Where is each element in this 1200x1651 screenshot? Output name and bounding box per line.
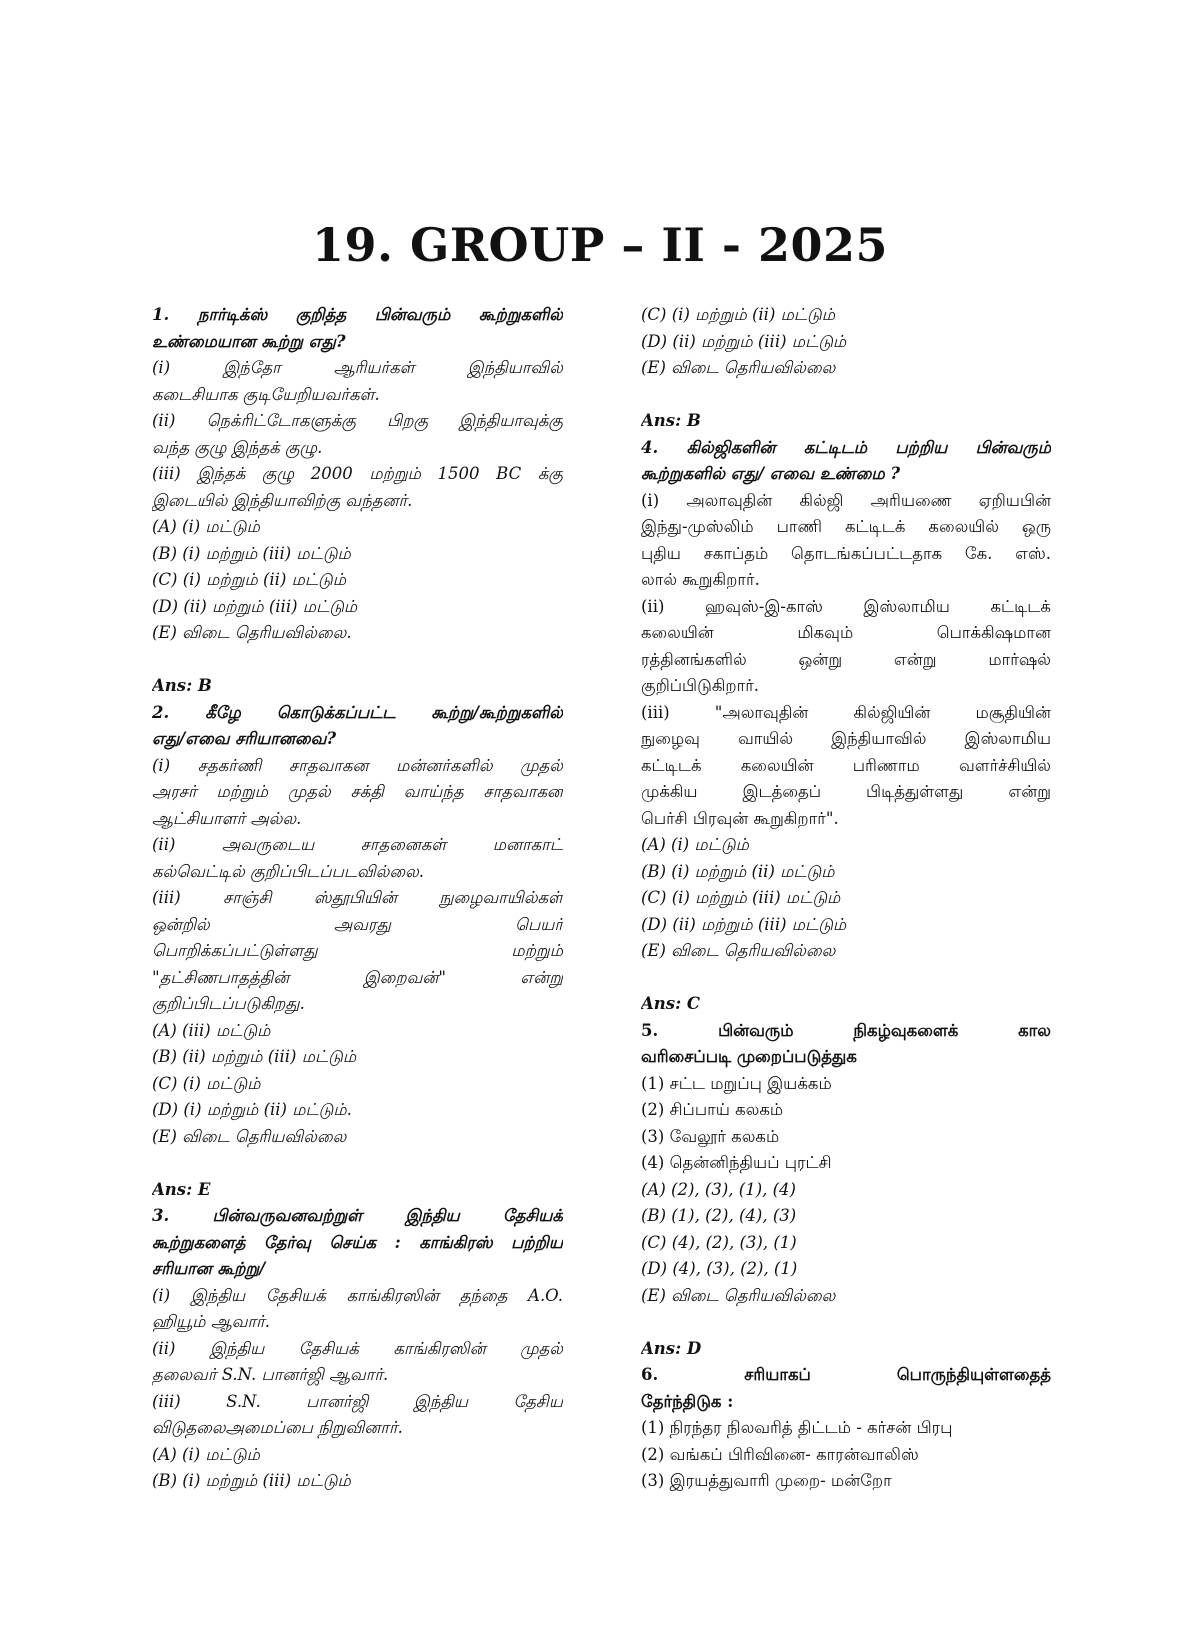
page-title: 19. GROUP – II - 2025 [311,218,889,272]
text-line: (2) சிப்பாய் கலகம் [641,1100,784,1119]
text-line: (E) விடை தெரியவில்லை. [152,623,352,642]
text-line: விடுதலைஅமைப்பை நிறுவினார். [152,1418,403,1437]
line-spacer [641,1309,1051,1336]
text-line: ஆட்சியாளர் அல்ல. [152,808,302,828]
text-line: (D) (ii) மற்றும் (iii) மட்டும் [641,914,847,934]
text-line: (D) (4), (3), (2), (1) [641,1259,798,1278]
text-line: (B) (1), (2), (4), (3) [641,1206,797,1225]
text-line: (C) (i) மற்றும் (iii) மட்டும் [641,888,841,907]
text-line: இடையில் இந்தியாவிற்கு வந்தனர். [152,490,413,510]
text-line: (ii) ஹவுஸ்-இ-காஸ் இஸ்லாமிய கட்டிடக் [641,596,1051,616]
text-line: (i) இந்திய தேசியக் காங்கிரஸின் தந்தை A.O. [152,1285,563,1305]
text-line: (E) விடை தெரியவில்லை [641,358,836,377]
text-line: (1) நிரந்தர நிலவரித் திட்டம் - கர்சன் பிரபு [641,1418,953,1437]
text-line: (iii) இந்தக் குழு 2000 மற்றும் 1500 BC க்கு [152,464,563,483]
text-line: தலைவர் S.N. பானர்ஜி ஆவார். [152,1365,389,1384]
text-line: கல்வெட்டில் குறிப்பிடப்படவில்லை. [152,861,425,881]
text-line: நுழைவு வாயில் இந்தியாவில் இஸ்லாமிய [641,729,1051,748]
text-line: வந்த குழு இந்தக் குழு. [152,437,323,457]
left-column [152,302,563,1495]
text-line: அரசர் மற்றும் முதல் சக்தி வாய்ந்த சாதவாகன [152,782,563,801]
answer-line: Ans: B [641,411,701,430]
text-line: (A) (i) மட்டும் [641,835,749,854]
line-spacer [152,1150,563,1177]
text-line: 4. கில்ஜிகளின் கட்டிடம் பற்றிய பின்வரும் [641,437,1051,457]
text-line: (D) (ii) மற்றும் (iii) மட்டும் [641,331,847,351]
text-line: எது/எவை சரியானவை? [152,729,337,748]
text-line: 2. கீழே கொடுக்கப்பட்ட கூற்று/கூற்றுகளில் [152,702,563,722]
text-line: முக்கிய இடத்தைப் பிடித்துள்ளது என்று [641,782,1051,801]
line-spacer [641,382,1051,409]
text-line: (4) தென்னிந்தியப் புரட்சி [641,1153,832,1172]
text-line: லால் கூறுகிறார். [641,570,760,589]
text-line: கூற்றுகளைத் தேர்வு செய்க : காங்கிரஸ் பற்றிய [152,1232,563,1252]
line-spacer [152,647,563,674]
text-line: (ii) அவருடைய சாதனைகள் மனாகாட் [152,835,563,854]
text-line: (3) இரயத்துவாரி முறை- மன்றோ [641,1471,892,1490]
text-line: (D) (ii) மற்றும் (iii) மட்டும் [152,596,358,616]
answer-line: Ans: E [152,1179,211,1199]
text-line: (ii) இந்திய தேசியக் காங்கிரஸின் முதல் [152,1338,563,1358]
text-line: (E) விடை தெரியவில்லை [641,1285,836,1305]
text-line: (i) சதகர்ணி சாதவாகன மன்னர்களில் முதல் [152,755,563,775]
text-line: தேர்ந்திடுக : [641,1391,734,1411]
text-line: ஹியூம் ஆவார். [152,1312,270,1331]
text-line: 5. பின்வரும் நிகழ்வுகளைக் கால [641,1020,1051,1040]
text-line: புதிய சகாப்தம் தொடங்கப்பட்டதாக கே. எஸ். [641,543,1051,563]
text-line: (2) வங்கப் பிரிவினை- காரன்வாலிஸ் [641,1444,919,1464]
text-line: (i) இந்தோ ஆரியர்கள் இந்தியாவில் [152,358,563,377]
text-line: (A) (i) மட்டும் [152,1444,260,1464]
answer-line: Ans: D [641,1338,702,1358]
text-line: (E) விடை தெரியவில்லை [641,941,836,960]
text-line: (3) வேலூர் கலகம் [641,1126,780,1146]
text-line: ஒன்றில் அவரது பெயர் [152,914,563,934]
text-line: கட்டிடக் கலையின் பரிணாம வளர்ச்சியில் [641,755,1051,775]
text-line: வரிசைப்படி முறைப்படுத்துக [641,1047,857,1066]
line-spacer [641,965,1051,992]
text-line: (C) (4), (2), (3), (1) [641,1232,797,1252]
text-line: சரியான கூற்று/ [152,1259,266,1278]
text-line: (ii) நெக்ரிட்டோகளுக்கு பிறகு இந்தியாவுக்கு [152,411,563,430]
text-line: பொறிக்கப்பட்டுள்ளது மற்றும் [152,941,563,960]
answer-line: Ans: C [641,994,701,1013]
text-line: கூற்றுகளில் எது/ எவை உண்மை ? [641,464,901,483]
text-line: (B) (i) மற்றும் (ii) மட்டும் [641,861,835,881]
text-line: (B) (i) மற்றும் (iii) மட்டும் [152,1471,351,1490]
text-line: குறிப்பிடப்படுகிறது. [152,994,305,1013]
text-line: (B) (ii) மற்றும் (iii) மட்டும் [152,1047,357,1066]
text-line: (iii) "அலாவுதின் கில்ஜியின் மசூதியின் [641,702,1051,722]
text-line: 1. நார்டிக்ஸ் குறித்த பின்வரும் கூற்றுகளில் [152,305,563,324]
text-line: (i) அலாவுதின் கில்ஜி அரியணை ஏறியபின் [641,490,1051,510]
text-line: கடைசியாக குடியேறியவர்கள். [152,384,380,404]
text-line: (C) (i) மற்றும் (ii) மட்டும் [641,305,836,324]
text-line: கலையின் மிகவும் பொக்கிஷமான [641,623,1051,642]
answer-line: Ans: B [152,676,212,695]
text-line: (A) (iii) மட்டும் [152,1020,271,1040]
text-line: ரத்தினங்களில் ஒன்று என்று மார்ஷல் [641,649,1051,669]
text-line: உண்மையான கூற்று எது? [152,331,346,351]
right-column [641,302,1051,1495]
text-line: (C) (i) மட்டும் [152,1073,261,1093]
text-line: (E) விடை தெரியவில்லை [152,1126,347,1146]
text-line: (D) (i) மற்றும் (ii) மட்டும். [152,1100,352,1119]
text-line: "தட்சிணபாதத்தின் இறைவன்" என்று [152,967,563,987]
text-line: 6. சரியாகப் பொருந்தியுள்ளதைத் [641,1365,1051,1384]
text-line: 3. பின்வருவனவற்றுள் இந்திய தேசியக் [152,1206,563,1225]
text-line: இந்து-முஸ்லிம் பாணி கட்டிடக் கலையில் ஒரு [641,517,1051,536]
text-line: (B) (i) மற்றும் (iii) மட்டும் [152,543,351,563]
text-line: (A) (i) மட்டும் [152,517,260,536]
text-line: (iii) S.N. பானர்ஜி இந்திய தேசிய [152,1391,563,1411]
text-line: குறிப்பிடுகிறார். [641,676,760,695]
text-line: (iii) சாஞ்சி ஸ்தூபியின் நுழைவாயில்கள் [152,888,563,907]
text-line: (A) (2), (3), (1), (4) [641,1179,796,1199]
text-line: (1) சட்ட மறுப்பு இயக்கம் [641,1073,832,1093]
text-line: (C) (i) மற்றும் (ii) மட்டும் [152,570,347,589]
text-line: பெர்சி பிரவுன் கூறுகிறார்". [641,808,839,828]
